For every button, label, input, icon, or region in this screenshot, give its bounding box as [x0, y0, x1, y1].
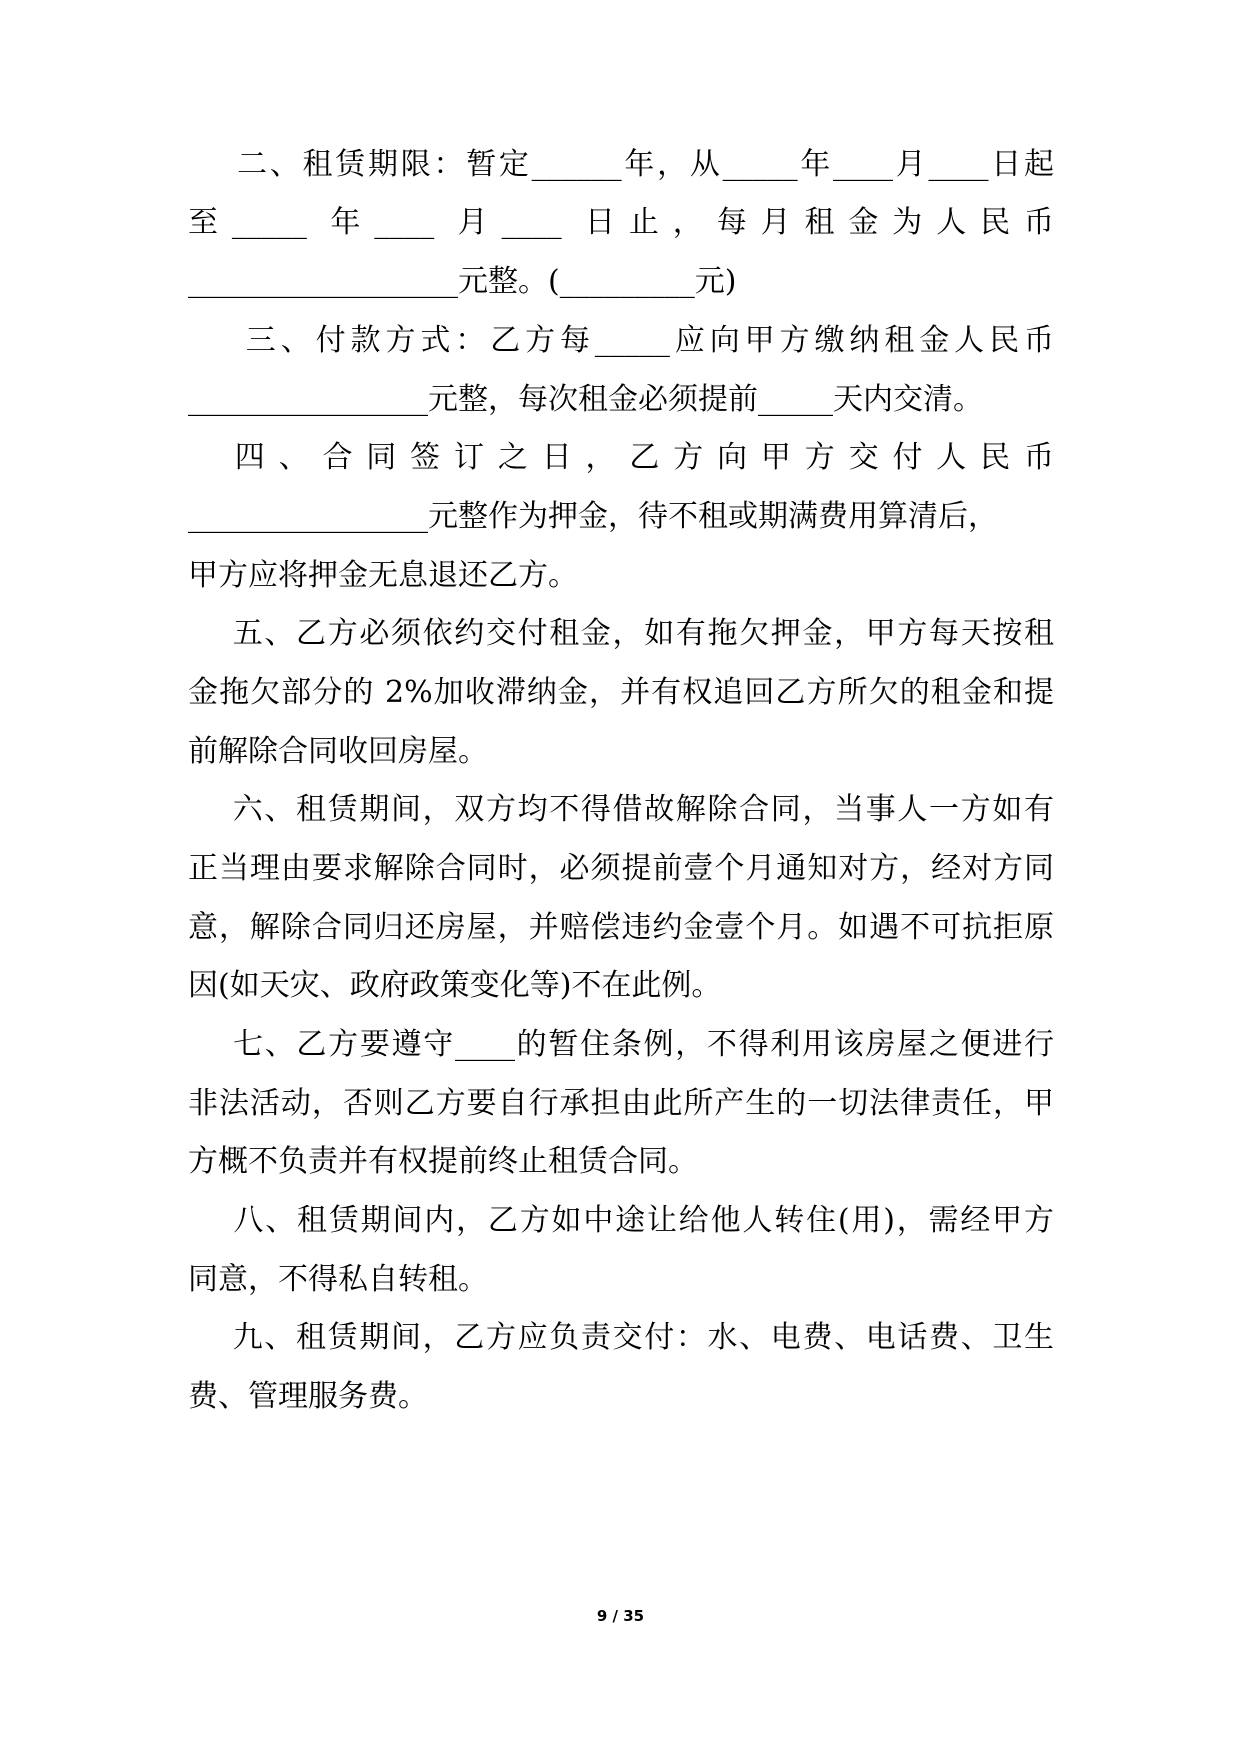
text-line: 七、乙方要遵守____的暂住条例，不得利用该房屋之便进行	[188, 1027, 1054, 1062]
text-line: __________________元整。(_________元)	[188, 264, 737, 299]
text-line: 四 、 合 同 签 订 之 日 ， 乙 方 向 甲 方 交 付 人 民 币	[188, 440, 1054, 475]
text-line: 正当理由要求解除合同时，必须提前壹个月通知对方，经对方同	[188, 851, 1054, 886]
text-line: 八、租赁期间内，乙方如中途让给他人转住(用)，需经甲方	[188, 1203, 1054, 1238]
text-line: 甲方应将押金无息退还乙方。	[188, 558, 578, 593]
text-line: 非法活动，否则乙方要自行承担由此所产生的一切法律责任，甲	[188, 1086, 1054, 1121]
text-line: 五、乙方必须依约交付租金，如有拖欠押金，甲方每天按租	[188, 616, 1054, 651]
page-number: 9 / 35	[596, 1607, 645, 1625]
text-line: 费、管理服务费。	[188, 1379, 428, 1414]
text-line: 同意，不得私自转租。	[188, 1262, 488, 1297]
text-line: 二、租赁期限：暂定______年，从_____年____月____日起	[188, 147, 1054, 182]
text-line: ________________元整，每次租金必须提前_____天内交清。	[188, 382, 983, 417]
text-line: 前解除合同收回房屋。	[188, 734, 488, 769]
text-line: 金拖欠部分的 2%加收滞纳金，并有权追回乙方所欠的租金和提	[188, 675, 1054, 710]
text-line: 方概不负责并有权提前终止租赁合同。	[188, 1144, 698, 1179]
text-line: 至 _____ 年 ____ 月 ____ 日 止 ， 每 月 租 金 为 人 民 币	[188, 205, 1054, 240]
text-line: 六、租赁期间，双方均不得借故解除合同，当事人一方如有	[188, 792, 1054, 827]
text-line: ________________元整作为押金，待不租或期满费用算清后，	[188, 499, 998, 534]
text-line: 因(如天灾、政府政策变化等)不在此例。	[188, 968, 722, 1003]
text-line: 九、租赁期间，乙方应负责交付：水、电费、电话费、卫生	[188, 1320, 1054, 1355]
text-line: 三、付款方式：乙方每_____应向甲方缴纳租金人民币	[188, 323, 1054, 358]
text-line: 意，解除合同归还房屋，并赔偿违约金壹个月。如遇不可抗拒原	[188, 910, 1054, 945]
